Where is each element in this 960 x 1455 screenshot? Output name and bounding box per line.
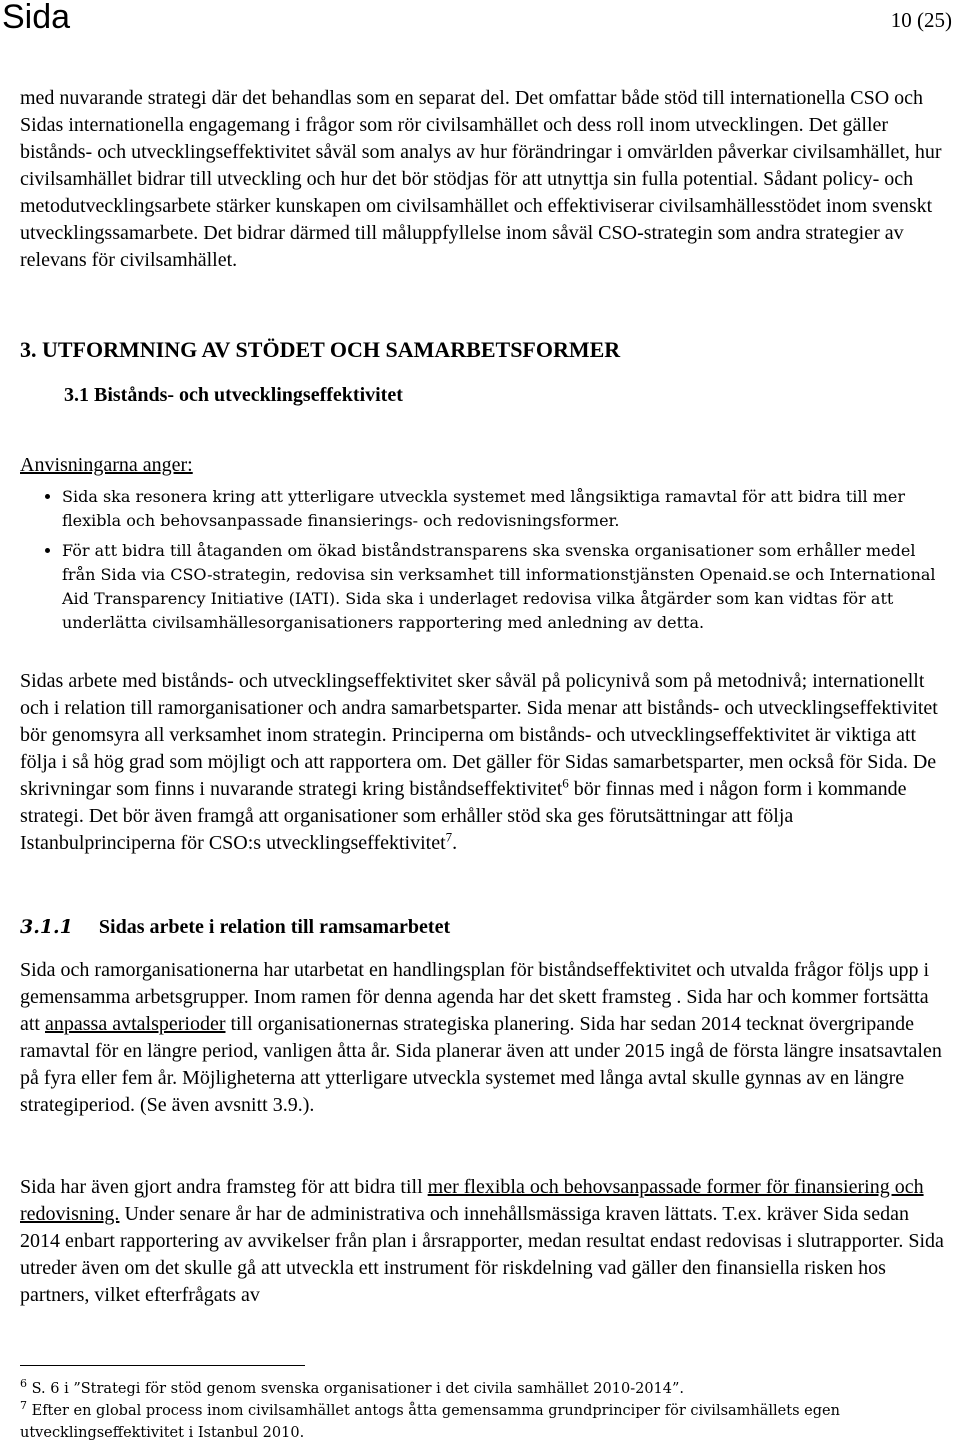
- footnote-number: 6: [20, 1377, 27, 1391]
- flex-paragraph: [20, 1174, 950, 1309]
- text-run: Under senare år har de administrativa och innehållsmässiga kraven lättats. T.ex. kräver Sida sedan 2014 enbart rapportering av avvikelser från plan i årsrapporter, medan resultat endast redovisas i slutrapporter. Sida utreder även om det skulle gå att utveckla ett instrument för riskdelning vad gäller den finansiella risken hos partners, vilket efterfrågats av: [20, 1203, 944, 1306]
- footnote-number: 7: [20, 1399, 27, 1413]
- list-item: • För att bidra till åtaganden om ökad biståndstransparens ska svenska organisationer som erhåller medel från Sida via CSO-strategin, redovisa sin verksamhet till informationstjänsten Openaid.se och International Aid Transparency Initiative (IATI). Sida ska i underlaget redovisa vilka åtgärder som kan vidtas för att underlätta civilsamhällesorganisationers rapportering med anledning av detta.: [62, 539, 950, 635]
- header-org-name: Sida: [2, 0, 71, 36]
- section-3-heading: 3. UTFORMNING AV STÖDET OCH SAMARBETSFORMER: [20, 337, 621, 362]
- section-3-1-heading: 3.1 Bistånds- och utvecklingseffektivitet: [64, 384, 403, 406]
- footnote-text: S. 6 i ”Strategi för stöd genom svenska organisationer i det civila samhället 2010-2014”.: [27, 1381, 685, 1397]
- section-3-1-1-heading: [20, 916, 950, 939]
- text-run: till organisationernas strategiska planering. Sida har sedan 2014 tecknat övergripande ramavtal för en längre period, vanligen åtta år. Sida planerar även att under 2015 ingå de första längre insatsavtalen på fyra eller fem år. Möjligheterna att ytterligare utveckla systemet med långa avtal skulle gynnas av en längre strategiperiod. (Se även avsnitt 3.9.).: [20, 1013, 942, 1116]
- anvisning-heading: Anvisningarna anger:: [20, 454, 193, 476]
- text-run: Sida och ramorganisationerna har utarbetat en handlingsplan för biståndseffektivitet och utvalda frågor följs upp i gemensamma arbetsgrupper. Inom ramen för denna agenda har det skett framsteg . Sida har och kommer fortsätta att: [20, 959, 929, 1035]
- ram-paragraph: [20, 957, 950, 1119]
- text-run: Sidas arbete med bistånds- och utvecklingseffektivitet sker såväl på policynivå som på metodnivå; internationellt och i relation till ramorganisationer och andra samarbetsparter. Sida menar att bistånds- och utvecklingseffektivitet bör genomsyra all verksamhet inom strategin. Principerna om bistånds- och utvecklingseffektivitet är viktiga att följa i så hög grad som möjligt och att rapportera om. Det gäller för Sidas samarbetsparter, men också för Sida. De skrivningar som finns i nuvarande strategi kring biståndseffektivitet: [20, 670, 938, 800]
- underlined-phrase: anpassa avtalsperioder: [45, 1013, 226, 1035]
- section-number: 3.1.1: [20, 916, 73, 938]
- text-run: Sida har även gjort andra framsteg för att bidra till: [20, 1176, 428, 1198]
- anvisning-list: [20, 485, 950, 635]
- list-item: • Sida ska resonera kring att ytterligare utveckla systemet med långsiktiga ramavtal för att bidra till mer flexibla och behovsanpassade finansierings- och redovisningsformer.: [62, 485, 950, 533]
- footnote-7: [20, 1400, 950, 1444]
- footnote-text: Efter en global process inom civilsamhället antogs åtta gemensamma grundprinciper för civilsamhällets egen utvecklingseffektivitet i Istanbul 2010.: [20, 1403, 840, 1441]
- intro-paragraph: med nuvarande strategi där det behandlas som en separat del. Det omfattar både stöd till internationella CSO och Sidas internationella engagemang i frågor som rör civilsamhället och dess roll inom utvecklingen. Det gäller bistånds- och utvecklingseffektivitet såväl som analys av hur förändringar i omvärlden påverkar civilsamhället, hur civilsamhället bidrar till utveckling och hur det bör stödjas för att utnyttja sin fulla potential. Sådant policy- och metodutvecklingsarbete stärker kunskapen om civilsamhället och effektiviserar civilsamhällesstödet inom svenskt utvecklingssamarbete. Det bidrar därmed till måluppfyllelse inom såväl CSO-strategin som andra strategier av relevans för civilsamhället.: [20, 87, 942, 271]
- effectiveness-paragraph: [20, 668, 950, 857]
- underlined-phrase: mer flexibla och behovsanpassade former för finansiering och redovisning.: [20, 1176, 924, 1225]
- footnote-divider: [20, 1365, 305, 1366]
- footnote-6: [20, 1378, 950, 1400]
- section-title: Sidas arbete i relation till ramsamarbetet: [98, 916, 451, 938]
- page-number: 10 (25): [890, 8, 952, 32]
- footnote-ref-6[interactable]: 6: [562, 775, 569, 791]
- text-run: bör finnas med i någon form i kommande strategi. Det bör även framgå att organisationer som erhåller stöd ska ges förutsättningar att följa Istanbulprinciperna för CSO:s utvecklingseffektivitet: [20, 778, 907, 854]
- anvisning-box: [20, 452, 950, 641]
- footnotes: [20, 1378, 950, 1444]
- text-run: .: [452, 832, 458, 854]
- footnote-ref-7[interactable]: 7: [445, 829, 453, 845]
